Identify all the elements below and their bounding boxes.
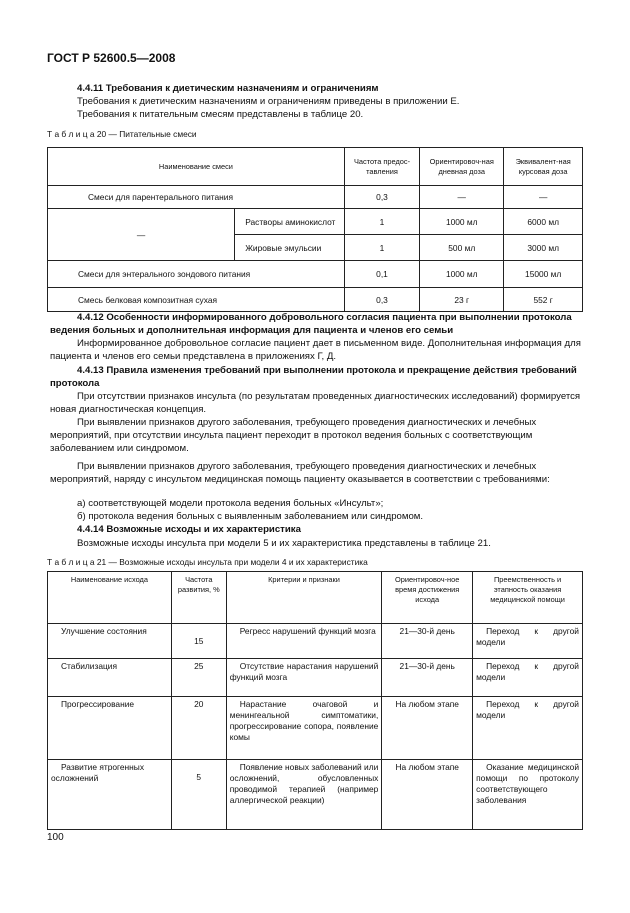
table-21-header-criteria: Критерии и признаки xyxy=(226,572,382,624)
table-row xyxy=(48,288,583,312)
table-cell: Нарастание очаговой и менингеальной симптоматики, прогрессирование сопора, появление комы xyxy=(226,697,382,760)
table-20-caption: Т а б л и ц а 20 — Питательные смеси xyxy=(47,129,197,139)
table-20-header-name: Наименование смеси xyxy=(48,148,345,186)
table-cell: Оказание медицинской помощи по протоколу соответствующего заболевания xyxy=(473,760,583,830)
table-cell: Растворы аминокислот xyxy=(235,209,345,235)
table-cell: 6000 мл xyxy=(504,209,583,235)
table-21-caption: Т а б л и ц а 21 — Возможные исходы инсульта при модели 4 и их характеристика xyxy=(47,557,368,567)
table-cell: 1 xyxy=(344,235,419,261)
table-cell: Смеси для парентерального питания xyxy=(48,186,345,209)
table-21-header-frequency: Частота развития, % xyxy=(171,572,226,624)
section-4-4-14-heading: 4.4.14 Возможные исходы и их характеристика xyxy=(77,524,301,535)
table-20-header-frequency: Частота предос-тавления xyxy=(344,148,419,186)
table-cell: Стабилизация xyxy=(48,659,172,697)
table-cell: 15000 мл xyxy=(504,261,583,288)
section-4-4-13-item-a: а) соответствующей модели протокола ведения больных «Инсульт»; xyxy=(77,498,384,509)
table-cell: 552 г xyxy=(504,288,583,312)
section-4-4-13-para-2: При выявлении признаков другого заболевания, требующего проведения диагностических и лечебных мероприятий, при отсутствии инсульта пациент переходит в протокол ведения больных с соответствующим заболеванием или синдромом. xyxy=(50,417,537,454)
table-row xyxy=(48,261,583,288)
table-row xyxy=(48,659,583,697)
table-20-header-course-dose: Эквивалент-ная курсовая доза xyxy=(504,148,583,186)
section-4-4-11-para-1: Требования к диетическим назначениям и ограничениям приведены в приложении Е. xyxy=(77,96,460,107)
table-cell: Развитие ятрогенных осложнений xyxy=(48,760,172,830)
table-cell: 21—30-й день xyxy=(382,624,473,659)
table-cell: Переход к другой модели xyxy=(473,659,583,697)
table-cell: Появление новых заболеваний или осложнений, обусловленных проводимой терапией (например аллергической реакции) xyxy=(226,760,382,830)
section-4-4-14-para-1: Возможные исходы инсульта при модели 5 и их характеристика представлены в таблице 21. xyxy=(77,538,491,549)
table-cell: Переход к другой модели xyxy=(473,624,583,659)
table-row xyxy=(48,760,583,830)
table-21-header-time: Ориентировоч-ное время достижения исхода xyxy=(382,572,473,624)
table-row xyxy=(48,186,583,209)
table-cell: На любом этапе xyxy=(382,697,473,760)
section-4-4-12-heading: 4.4.12 Особенности информированного добровольного согласия пациента при выполнении протокола ведения больных и дополнительная информация для пациента и членов его семьи xyxy=(50,312,572,336)
table-cell: 3000 мл xyxy=(504,235,583,261)
table-cell: — xyxy=(504,186,583,209)
table-cell: 500 мл xyxy=(420,235,504,261)
table-21-header-outcome: Наименование исхода xyxy=(48,572,172,624)
table-cell: Смеси для энтерального зондового питания xyxy=(48,261,345,288)
table-cell: Улучшение состояния xyxy=(48,624,172,659)
table-21 xyxy=(47,571,583,830)
table-cell: 0,3 xyxy=(344,288,419,312)
table-cell: 1000 мл xyxy=(420,209,504,235)
table-row xyxy=(48,697,583,760)
page-number: 100 xyxy=(47,832,64,843)
section-4-4-13-item-b: б) протокола ведения больных с выявленным заболеванием или синдромом. xyxy=(77,511,424,522)
table-cell: 1000 мл xyxy=(420,261,504,288)
table-row xyxy=(48,624,583,659)
table-cell: На любом этапе xyxy=(382,760,473,830)
table-cell: Переход к другой модели xyxy=(473,697,583,760)
table-cell: Прогрессирование xyxy=(48,697,172,760)
section-4-4-13-para-3: При выявлении признаков другого заболевания, требующего проведения диагностических и лечебных мероприятий, наряду с инсультом медицинская помощь пациенту оказывается в соответствии с требованиями: xyxy=(50,461,550,485)
table-cell: 0,3 xyxy=(344,186,419,209)
table-cell: — xyxy=(420,186,504,209)
section-4-4-11-para-2: Требования к питательным смесям представлены в таблице 20. xyxy=(77,109,364,120)
table-cell: Отсутствие нарастания нарушений функций мозга xyxy=(226,659,382,697)
table-cell: 25 xyxy=(171,659,226,697)
table-cell: Жировые эмульсии xyxy=(235,235,345,261)
section-4-4-13-para-1: При отсутствии признаков инсульта (по результатам проведенных диагностических исследований) формируется новая диагностическая концепция. xyxy=(50,391,581,415)
table-row xyxy=(48,209,583,235)
table-cell: 21—30-й день xyxy=(382,659,473,697)
document-id: ГОСТ Р 52600.5—2008 xyxy=(47,51,176,65)
table-cell: 1 xyxy=(344,209,419,235)
table-21-header-continuity: Преемственность и этапность оказания медицинской помощи xyxy=(473,572,583,624)
table-cell: — xyxy=(48,209,235,261)
table-20-header-daily-dose: Ориентировоч-ная дневная доза xyxy=(420,148,504,186)
table-cell: Смесь белковая композитная сухая xyxy=(48,288,345,312)
table-cell: 5 xyxy=(171,760,226,830)
section-4-4-12-para-1: Информированное добровольное согласие пациент дает в письменном виде. Дополнительная информация для пациента и членов его семьи представлена в приложениях Г, Д. xyxy=(50,338,581,362)
table-cell: 15 xyxy=(171,624,226,659)
table-20 xyxy=(47,147,583,312)
table-cell: 0,1 xyxy=(344,261,419,288)
table-cell: 23 г xyxy=(420,288,504,312)
table-cell: 20 xyxy=(171,697,226,760)
table-cell: Регресс нарушений функций мозга xyxy=(226,624,382,659)
section-4-4-13-heading: 4.4.13 Правила изменения требований при выполнении протокола и прекращение действия требований протокола xyxy=(50,365,577,389)
section-4-4-11-heading: 4.4.11 Требования к диетическим назначениям и ограничениям xyxy=(77,83,379,94)
